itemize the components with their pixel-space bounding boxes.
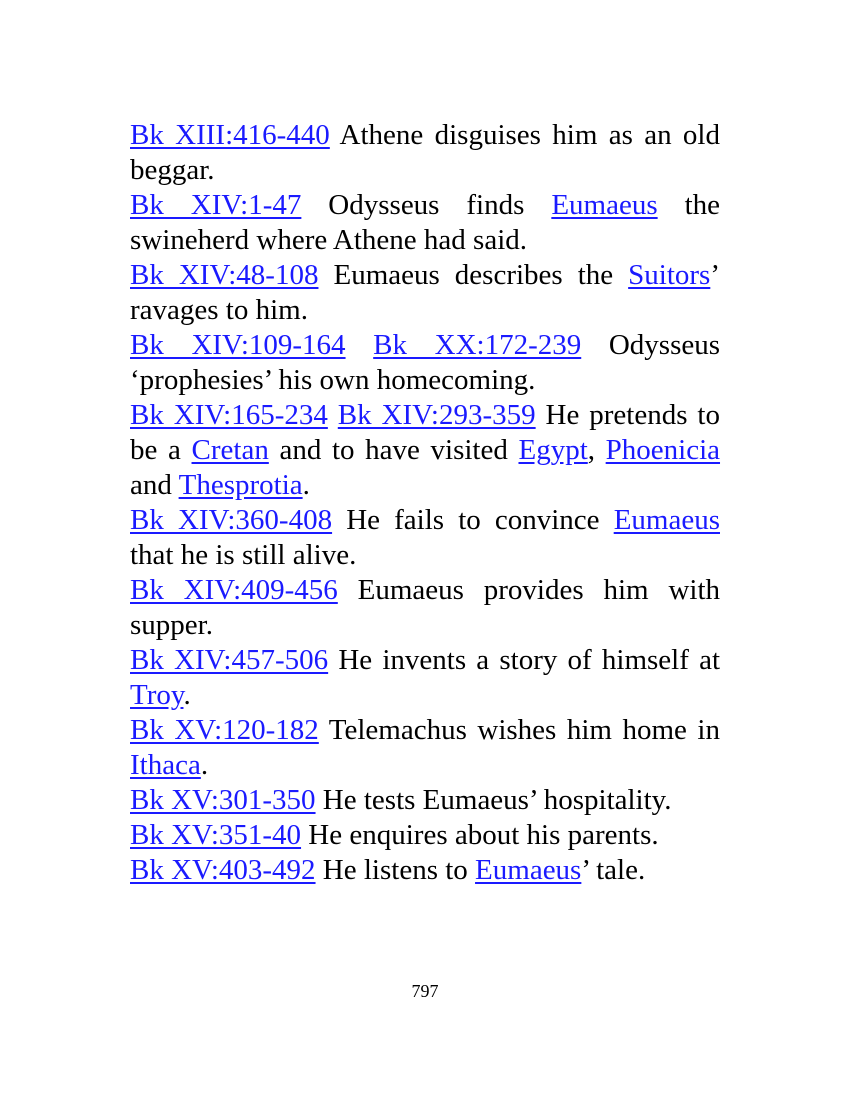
entry-text: Odysseus finds — [301, 189, 552, 221]
entry-4 — [130, 328, 720, 398]
entry-text: the swineherd where Athene had said. — [130, 189, 720, 256]
entry-text: Telemachus wishes him home in — [318, 714, 720, 746]
eumaeus-link[interactable]: Eumaeus — [613, 504, 720, 536]
entry-2 — [130, 188, 720, 258]
entry-text: ’ tale. — [581, 854, 646, 886]
entry-text: He enquires about his parents. — [301, 819, 659, 851]
book-link[interactable]: Bk XV:351-40 — [130, 819, 302, 851]
entry-text: Eumaeus describes the — [318, 259, 629, 291]
entry-text: . — [183, 679, 191, 711]
entry-9 — [130, 713, 720, 783]
thesprotia-link[interactable]: Thesprotia — [178, 469, 303, 501]
book-link[interactable]: Bk XV:403-492 — [130, 854, 316, 886]
phoenicia-link[interactable]: Phoenicia — [605, 434, 721, 466]
entry-text: , — [587, 434, 606, 466]
book-link[interactable]: Bk XIII:416-440 — [130, 119, 330, 151]
page-number: 797 — [411, 981, 439, 1001]
book-link[interactable]: Bk XIV:360-408 — [130, 504, 333, 536]
entry-1 — [130, 118, 720, 188]
book-link[interactable]: Bk XIV:109-164 — [130, 329, 346, 361]
entry-6 — [130, 503, 720, 573]
document-body — [130, 118, 720, 888]
entry-12 — [130, 853, 720, 888]
entry-text: Odysseus ‘prophesies’ his own homecoming. — [130, 329, 721, 396]
book-link[interactable]: Bk XV:301-350 — [130, 784, 316, 816]
book-link[interactable]: Bk XIV:48-108 — [130, 259, 319, 291]
entry-text: and — [130, 469, 179, 501]
book-link[interactable]: Bk XIV:409-456 — [130, 574, 338, 606]
eumaeus-link[interactable]: Eumaeus — [475, 854, 582, 886]
ithaca-link[interactable]: Ithaca — [130, 749, 201, 781]
entry-text: He listens to — [315, 854, 476, 886]
entry-7 — [130, 573, 720, 643]
troy-link[interactable]: Troy — [130, 679, 184, 711]
book-link[interactable]: Bk XIV:457-506 — [130, 644, 329, 676]
book-link[interactable]: Bk XIV:1-47 — [130, 189, 302, 221]
book-link[interactable]: Bk XV:120-182 — [130, 714, 319, 746]
entry-text: He tests Eumaeus’ hospitality. — [315, 784, 672, 816]
book-link[interactable]: Bk XIV:165-234 — [130, 399, 328, 431]
entry-8 — [130, 643, 720, 713]
entry-5 — [130, 398, 720, 503]
entry-text: . — [302, 469, 310, 501]
entry-text: ’ ravages to him. — [130, 259, 720, 326]
entry-11 — [130, 818, 720, 853]
cretan-link[interactable]: Cretan — [191, 434, 269, 466]
entry-text: Athene disguises him as an old beggar. — [130, 119, 720, 186]
book-link[interactable]: Bk XX:172-239 — [373, 329, 582, 361]
entry-3 — [130, 258, 720, 328]
entry-text: He pretends to be a — [130, 399, 720, 466]
entry-text: . — [200, 749, 209, 781]
entry-text: and to have visited — [268, 434, 519, 466]
entry-text: Eumaeus provides him with supper. — [130, 574, 721, 641]
entry-10 — [130, 783, 720, 818]
entry-text: He invents a story of himself at — [328, 644, 720, 676]
egypt-link[interactable]: Egypt — [518, 434, 588, 466]
suitors-link[interactable]: Suitors — [628, 259, 711, 291]
entry-text: that he is still alive. — [130, 539, 357, 571]
book-link[interactable]: Bk XIV:293-359 — [337, 399, 536, 431]
entry-text: He fails to convince — [332, 504, 614, 536]
eumaeus-link[interactable]: Eumaeus — [551, 189, 658, 221]
